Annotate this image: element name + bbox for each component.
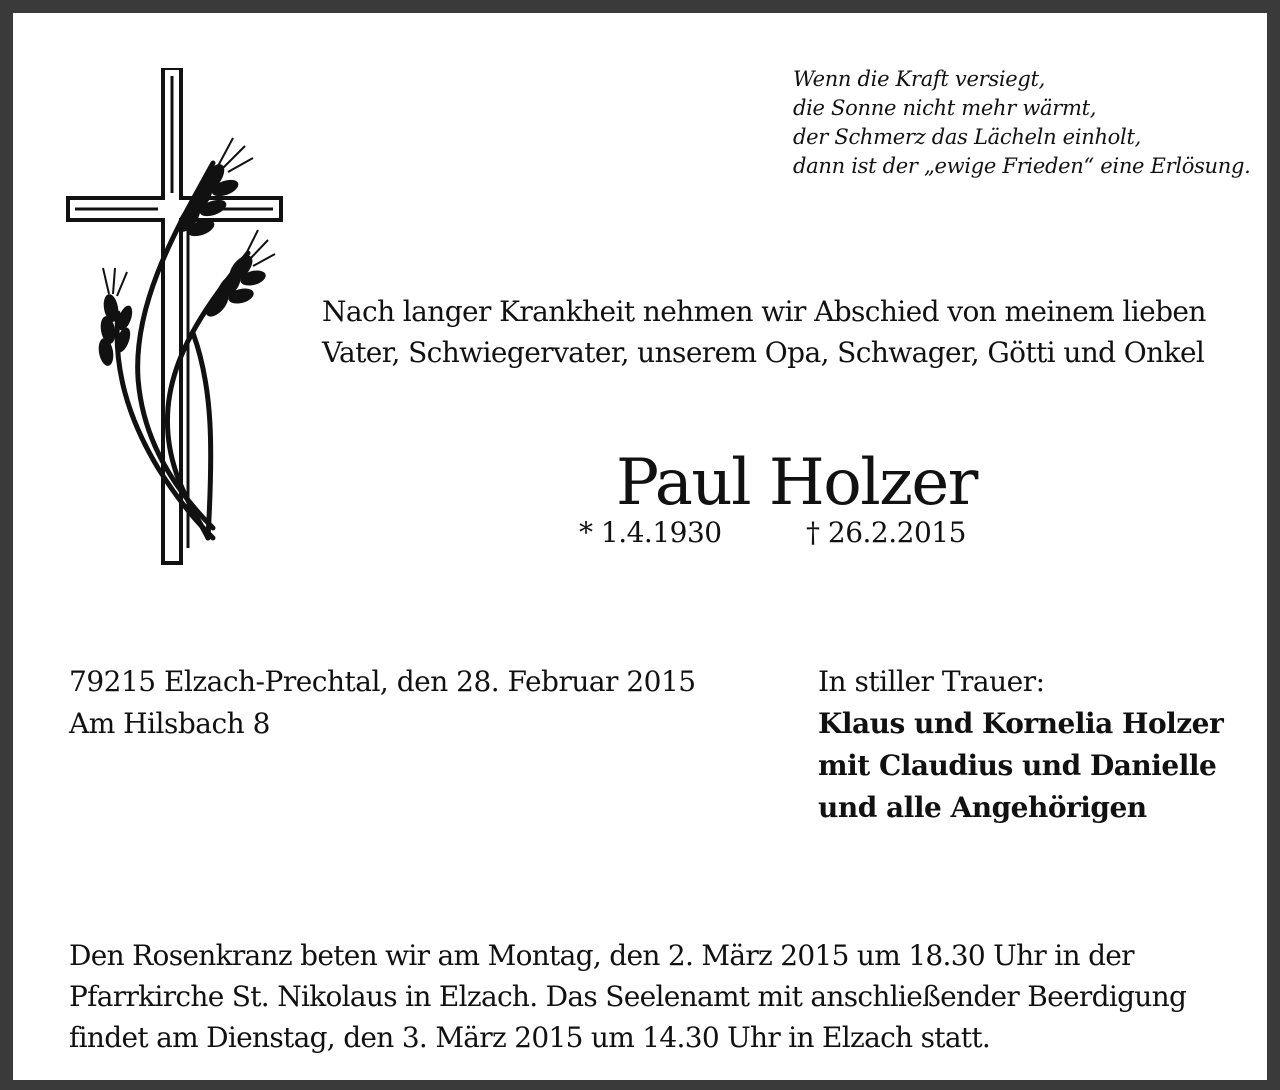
poem-line: die Sonne nicht mehr wärmt, xyxy=(793,96,1097,120)
poem-line: Wenn die Kraft versiegt, xyxy=(793,67,1046,91)
service-line: Pfarrkirche St. Nikolaus in Elzach. Das Seelenamt mit anschließender Beerdigung xyxy=(69,980,1187,1013)
deceased-name: Paul Holzer xyxy=(616,446,977,520)
service-line: findet am Dienstag, den 3. März 2015 um 14.30 Uhr in Elzach statt. xyxy=(69,1021,991,1054)
birth-date: * 1.4.1930 xyxy=(579,516,722,549)
service-info xyxy=(69,935,1239,1058)
mourner-line: mit Claudius und Danielle xyxy=(818,749,1217,782)
address-line: Am Hilsbach 8 xyxy=(69,707,270,740)
mourners xyxy=(818,661,1223,829)
cross-with-wheat-icon xyxy=(63,68,288,568)
intro-line: Nach langer Krankheit nehmen wir Abschied von meinem lieben xyxy=(322,295,1206,328)
mourner-line: Klaus und Kornelia Holzer xyxy=(818,707,1224,740)
service-line: Den Rosenkranz beten wir am Montag, den 2. März 2015 um 18.30 Uhr in der xyxy=(69,939,1134,972)
intro-text xyxy=(322,291,1238,373)
poem-line: der Schmerz das Lächeln einholt, xyxy=(793,125,1141,149)
mourners-heading: In stiller Trauer: xyxy=(818,665,1045,698)
death-date: † 26.2.2015 xyxy=(806,516,966,549)
poem-line: dann ist der „ewige Frieden“ eine Erlösung. xyxy=(793,154,1251,178)
place-date-line: 79215 Elzach-Prechtal, den 28. Februar 2015 xyxy=(69,665,696,698)
intro-line: Vater, Schwiegervater, unserem Opa, Schwager, Götti und Onkel xyxy=(322,336,1205,369)
mourner-line: und alle Angehörigen xyxy=(818,791,1147,824)
poem xyxy=(793,65,1251,181)
place-and-address xyxy=(69,661,696,745)
